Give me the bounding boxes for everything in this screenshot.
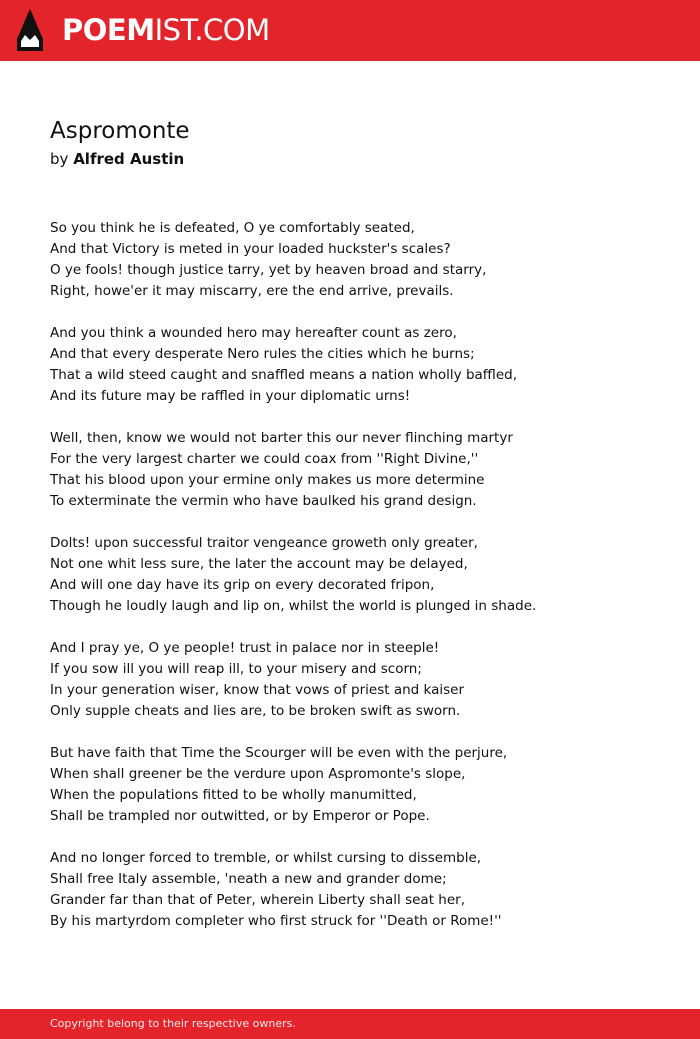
poem-line: Only supple cheats and lies are, to be broken swift as sworn.	[50, 703, 461, 719]
poem-line: Grander far than that of Peter, wherein Liberty shall seat her,	[50, 892, 465, 908]
poem-line: Dolts! upon successful traitor vengeance groweth only greater,	[50, 535, 478, 551]
poem-line: And its future may be raffled in your diplomatic urns!	[50, 388, 411, 404]
poem-line: And that every desperate Nero rules the cities which he burns;	[50, 346, 475, 362]
by-label: by	[50, 150, 69, 168]
poem-line: When shall greener be the verdure upon Aspromonte's slope,	[50, 766, 466, 782]
byline	[50, 148, 184, 170]
brand-bold: POEM	[62, 13, 155, 47]
poem-line: So you think he is defeated, O ye comfortably seated,	[50, 220, 415, 236]
pencil-tip-icon[interactable]	[16, 9, 44, 51]
poem-line: If you sow ill you will reap ill, to your misery and scorn;	[50, 661, 422, 677]
poem-stanza	[50, 428, 670, 512]
poem-line: That his blood upon your ermine only makes us more determine	[50, 472, 485, 488]
poem-stanza	[50, 848, 670, 932]
poem-stanza	[50, 323, 670, 407]
poem-line: And I pray ye, O ye people! trust in palace nor in steeple!	[50, 640, 440, 656]
brand-light: IST.COM	[154, 13, 270, 47]
site-header	[0, 0, 700, 61]
poem-stanza	[50, 218, 670, 302]
poem-line: And no longer forced to tremble, or whilst cursing to dissemble,	[50, 850, 482, 866]
author-name[interactable]: Alfred Austin	[73, 150, 185, 168]
poem-body	[50, 218, 670, 953]
poem-line: And that Victory is meted in your loaded huckster's scales?	[50, 241, 451, 257]
poem-line: Well, then, know we would not barter this our never flinching martyr	[50, 430, 513, 446]
poem-line: And you think a wounded hero may hereafter count as zero,	[50, 325, 457, 341]
poem-line: O ye fools! though justice tarry, yet by heaven broad and starry,	[50, 262, 487, 278]
poem-line: Though he loudly laugh and lip on, whilst the world is plunged in shade.	[50, 598, 537, 614]
poem-line: In your generation wiser, know that vows of priest and kaiser	[50, 682, 465, 698]
poem-line: Shall be trampled nor outwitted, or by Emperor or Pope.	[50, 808, 430, 824]
poem-line: For the very largest charter we could coax from ''Right Divine,''	[50, 451, 479, 467]
poem-line: By his martyrdom completer who first struck for ''Death or Rome!''	[50, 913, 502, 929]
poem-stanza	[50, 533, 670, 617]
poem-stanza	[50, 638, 670, 722]
copyright-text: Copyright belong to their respective owners.	[50, 1017, 296, 1030]
poem-line: Right, howe'er it may miscarry, ere the end arrive, prevails.	[50, 283, 454, 299]
poem-line: Not one whit less sure, the later the account may be delayed,	[50, 556, 468, 572]
site-footer	[0, 1009, 700, 1039]
poem-line: When the populations fitted to be wholly manumitted,	[50, 787, 417, 803]
poem-line: And will one day have its grip on every decorated fripon,	[50, 577, 435, 593]
poem-line: That a wild steed caught and snaffled means a nation wholly baffled,	[50, 367, 518, 383]
poem-stanza	[50, 743, 670, 827]
poem-title: Aspromonte	[50, 118, 190, 144]
poem-line: But have faith that Time the Scourger will be even with the perjure,	[50, 745, 508, 761]
poem-line: To exterminate the vermin who have baulked his grand design.	[50, 493, 477, 509]
poem-line: Shall free Italy assemble, 'neath a new and grander dome;	[50, 871, 447, 887]
site-logo-text[interactable]	[62, 12, 270, 48]
